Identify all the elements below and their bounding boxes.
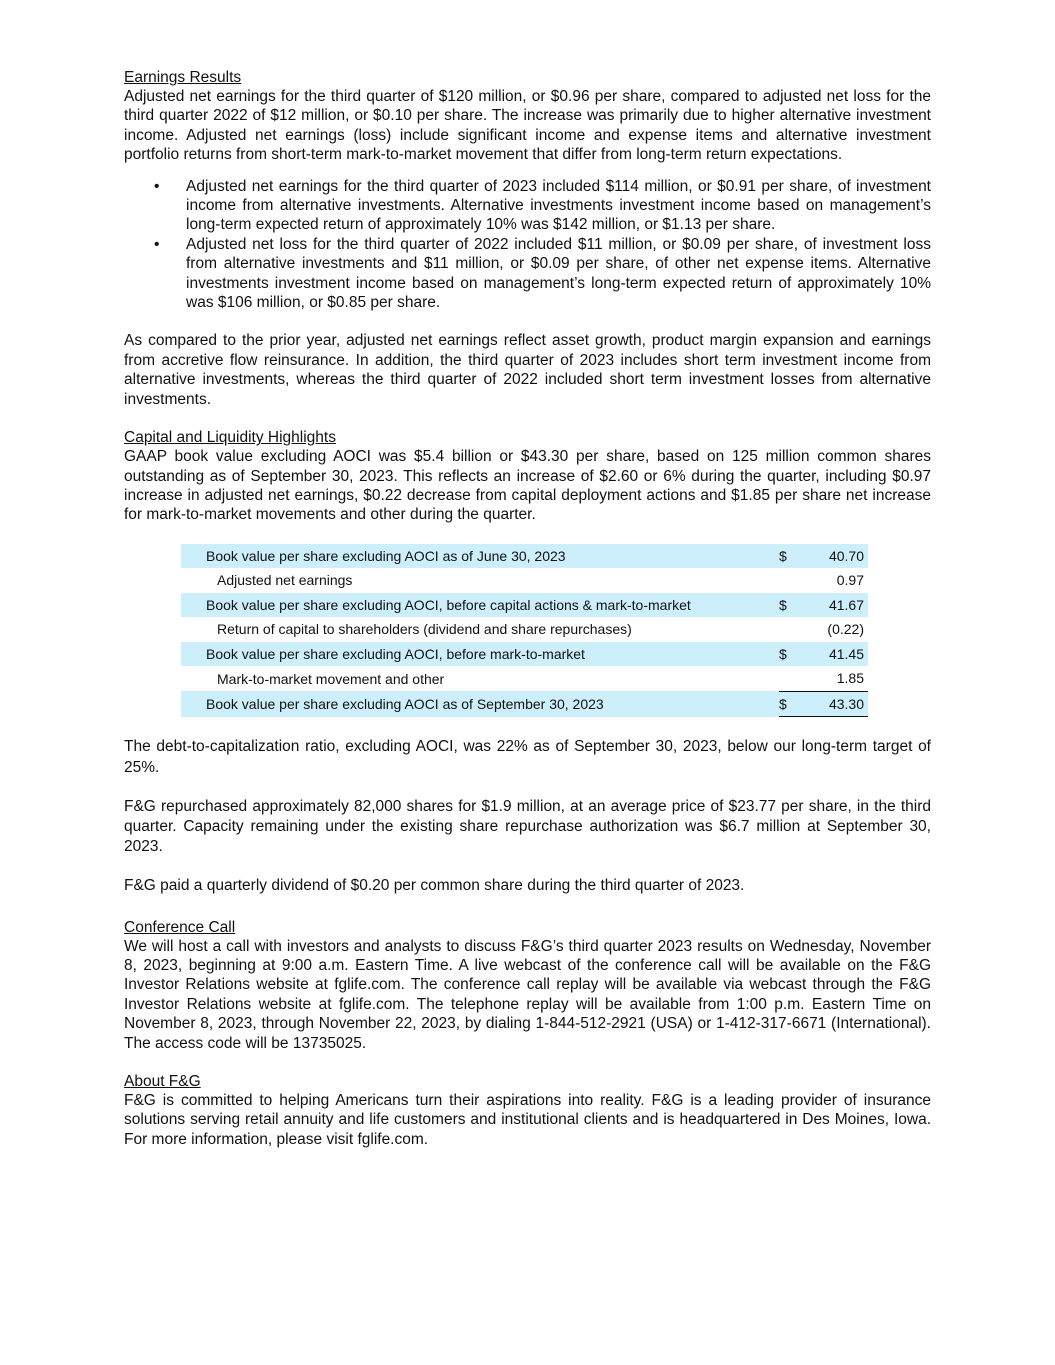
- debt-ratio-paragraph: The debt-to-capitalization ratio, excluding AOCI, was 22% as of September 30, 2023, below our long-term target of 25%.: [124, 738, 931, 777]
- about-paragraph: F&G is committed to helping Americans turn their aspirations into reality. F&G is a leading provider of insurance solutions serving retail annuity and life customers and institutional clients and is headquartered in Des Moines, Iowa. For more information, please visit fglife.com.: [124, 1092, 931, 1148]
- bullet-item-2022: • Adjusted net loss for the third quarter of 2022 included $11 million, or $0.09 per share, of investment loss from alternative investments and $11 million, or $0.09 per share, of other net expense items. Alternative investments investment income based on management’s long-term expected return of approximately 10% was $106 million, or $0.85 per share.: [154, 235, 931, 312]
- bullet-icon: •: [154, 177, 160, 195]
- table-row: Book value per share excluding AOCI as of June 30, 2023 $ 40.70: [181, 544, 868, 569]
- capital-liquidity-heading: Capital and Liquidity Highlights: [124, 429, 336, 447]
- earnings-intro-paragraph: Adjusted net earnings for the third quarter of $120 million, or $0.96 per share, compared to adjusted net loss for the third quarter 2022 of $12 million, or $0.10 per share. The increase was primarily due to higher alternative investment income. Adjusted net earnings (loss) include significant income and expense items and alternative investment portfolio returns from short-term mark-to-market movement that differ from long-term return expectations.: [124, 88, 931, 164]
- repurchase-paragraph: F&G repurchased approximately 82,000 shares for $1.9 million, at an average price of $23.77 per share, in the third quarter. Capacity remaining under the existing share repurchase authorization was $6.7 million at September 30, 2023.: [124, 798, 931, 856]
- conference-call-heading: Conference Call: [124, 918, 236, 936]
- earnings-bullet-list: [124, 177, 931, 313]
- book-value-table: [181, 544, 868, 718]
- table-row: Adjusted net earnings 0.97: [217, 572, 864, 589]
- bullet-icon: •: [154, 235, 160, 253]
- dividend-paragraph: F&G paid a quarterly dividend of $0.20 per common share during the third quarter of 2023.: [124, 877, 745, 895]
- capital-intro-paragraph: GAAP book value excluding AOCI was $5.4 billion or $43.30 per share, based on 125 million common shares outstanding as of September 30, 2023. This reflects an increase of $2.60 or 6% during the quarter, including $0.97 increase in adjusted net earnings, $0.22 decrease from capital deployment actions and $1.85 per share net increase for mark-to-market movements and other during the quarter.: [124, 448, 931, 524]
- earnings-comparison-paragraph: As compared to the prior year, adjusted net earnings reflect asset growth, product margin expansion and earnings from accretive flow reinsurance. In addition, the third quarter of 2023 includes short term investment income from alternative investments, whereas the third quarter of 2022 included short term investment losses from alternative investments.: [124, 332, 931, 408]
- table-row: Book value per share excluding AOCI, before mark-to-market $ 41.45: [181, 642, 868, 667]
- conference-call-paragraph: We will host a call with investors and analysts to discuss F&G’s third quarter 2023 results on Wednesday, November 8, 2023, beginning at 9:00 a.m. Eastern Time. A live webcast of the conference call will be available on the F&G Investor Relations website at fglife.com. The conference call replay will be available via webcast through the F&G Investor Relations website at fglife.com. The telephone replay will be available from 1:00 p.m. Eastern Time on November 8, 2023, through November 22, 2023, by dialing 1-844-512-2921 (USA) or 1-412-317-6671 (International). The access code will be 13735025.: [124, 937, 931, 1052]
- about-heading: About F&G: [124, 1073, 201, 1091]
- bullet-item-2023: • Adjusted net earnings for the third quarter of 2023 included $114 million, or $0.91 per share, of investment income from alternative investments. Alternative investments investment income based on management’s long-term expected return of approximately 10% was $142 million, or $1.13 per share.: [154, 177, 931, 234]
- table-row: Return of capital to shareholders (dividend and share repurchases) (0.22): [217, 621, 864, 638]
- earnings-results-heading: Earnings Results: [124, 69, 242, 86]
- table-row: Book value per share excluding AOCI, before capital actions & mark-to-market $ 41.67: [181, 593, 868, 618]
- document-page: [124, 68, 931, 1149]
- table-row-total: Book value per share excluding AOCI as of September 30, 2023 $ 43.30: [181, 691, 868, 717]
- table-row: Mark-to-market movement and other 1.85: [217, 670, 864, 687]
